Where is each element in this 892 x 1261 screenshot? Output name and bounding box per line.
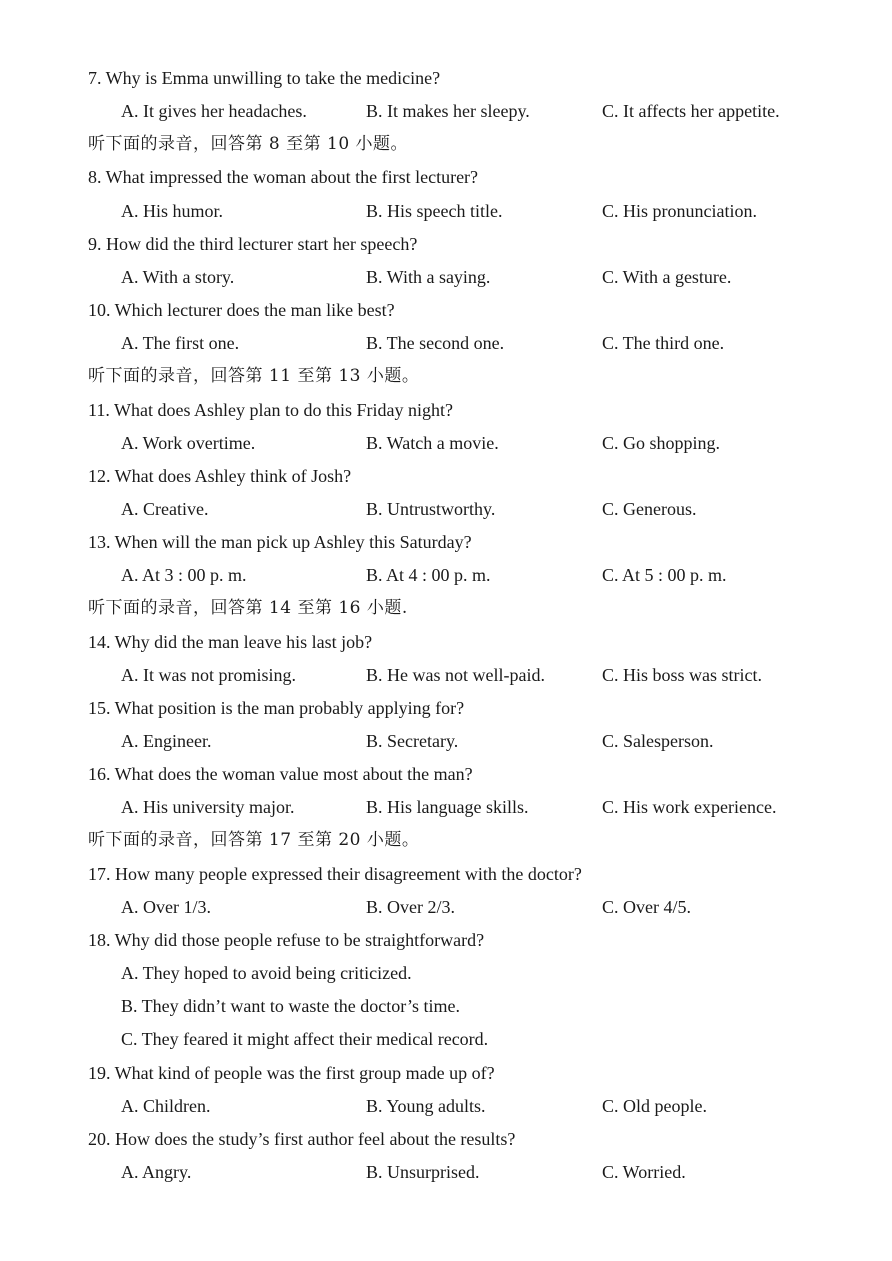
question-text: 15. What position is the man probably applying for? [88,697,465,718]
answer-option: C. Worried. [602,1162,686,1182]
answer-option: A. Angry. [121,1162,192,1182]
answer-option: A. His university major. [121,797,295,818]
question-text: 19. What kind of people was the first group made up of? [88,1062,495,1083]
answer-option: A. With a story. [121,266,235,287]
answer-option: A. Engineer. [121,731,212,751]
answer-option: B. His language skills. [366,797,529,818]
answer-option: A. At 3 : 00 p. m. [121,565,247,586]
section-instruction: 听下面的录音，回答第 11 至第 13 小题。 [88,366,420,387]
answer-option: B. Unsurprised. [366,1162,480,1182]
answer-option: B. They didn’t want to waste the doctor’s time. [121,996,460,1017]
question-text: 11. What does Ashley plan to do this Friday night? [88,399,453,420]
question-text: 20. How does the study’s first author feel about the results? [88,1128,516,1149]
answer-option: B. At 4 : 00 p. m. [366,565,491,586]
answer-option: A. Over 1/3. [121,896,211,917]
question-text: 18. Why did those people refuse to be straightforward? [88,929,485,950]
answer-option: C. Salesperson. [602,731,714,751]
answer-option: A. Creative. [121,498,209,519]
answer-option: B. He was not well-paid. [366,664,545,685]
answer-option: A. It gives her headaches. [121,101,307,122]
section-instruction: 听下面的录音，回答第 8 至第 10 小题。 [88,134,409,155]
answer-option: B. With a saying. [366,266,491,287]
answer-option: C. Over 4/5. [602,896,691,917]
answer-option: A. They hoped to avoid being criticized. [121,963,412,983]
question-text: 7. Why is Emma unwilling to take the medicine? [88,68,441,88]
answer-option: A. Work overtime. [121,432,256,453]
answer-option: B. Over 2/3. [366,896,455,917]
question-text: 14. Why did the man leave his last job? [88,631,373,652]
answer-option: A. The first one. [121,333,240,354]
question-text: 16. What does the woman value most about the man? [88,764,473,785]
answer-option: C. His work experience. [602,797,777,818]
question-text: 12. What does Ashley think of Josh? [88,465,352,486]
answer-option: B. Young adults. [366,1095,486,1116]
question-text: 13. When will the man pick up Ashley this Saturday? [88,532,472,553]
question-text: 17. How many people expressed their disagreement with the doctor? [88,863,582,884]
answer-option: B. His speech title. [366,200,503,221]
question-text: 8. What impressed the woman about the first lecturer? [88,167,479,188]
answer-option: C. Old people. [602,1095,707,1116]
answer-option: B. The second one. [366,333,505,354]
question-text: 10. Which lecturer does the man like best? [88,300,395,320]
question-text: 9. How did the third lecturer start her speech? [88,233,418,254]
answer-option: A. It was not promising. [121,664,296,685]
answer-option: C. It affects her appetite. [602,101,780,122]
answer-option: B. Untrustworthy. [366,498,496,519]
answer-option: C. With a gesture. [602,266,732,287]
answer-option: C. Go shopping. [602,432,721,453]
answer-option: A. Children. [121,1095,211,1116]
answer-option: C. The third one. [602,333,725,354]
answer-option: C. His boss was strict. [602,664,763,685]
section-instruction: 听下面的录音，回答第 17 至第 20 小题。 [88,830,420,851]
answer-option: C. At 5 : 00 p. m. [602,565,727,586]
answer-option: B. It makes her sleepy. [366,101,530,122]
section-instruction: 听下面的录音，回答第 14 至第 16 小题. [88,598,408,619]
answer-option: C. Generous. [602,498,697,519]
answer-option: C. They feared it might affect their medical record. [121,1029,489,1050]
answer-option: B. Watch a movie. [366,432,499,453]
answer-option: A. His humor. [121,200,224,221]
answer-option: C. His pronunciation. [602,200,757,221]
answer-option: B. Secretary. [366,731,459,751]
